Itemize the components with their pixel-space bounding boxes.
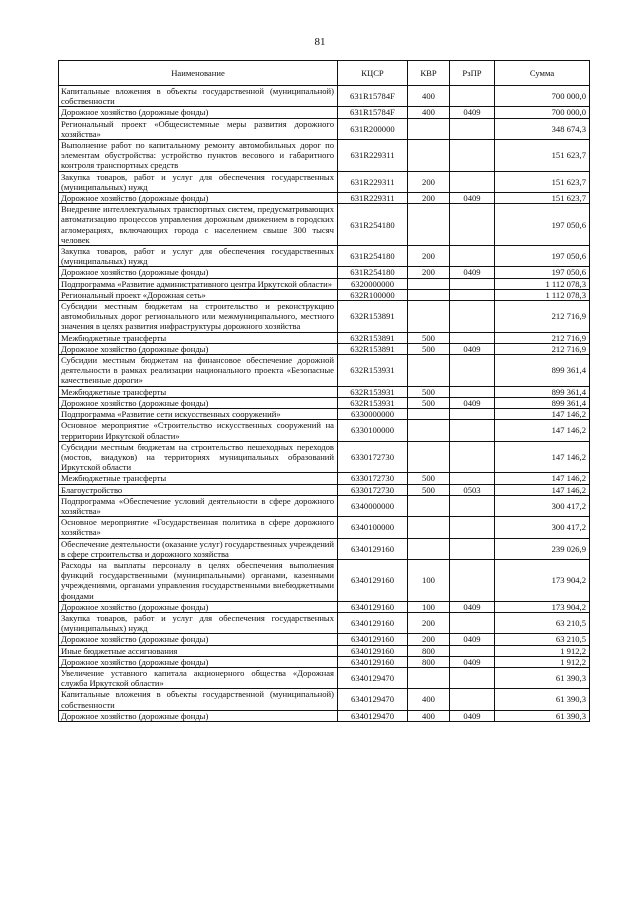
cell-name: Основное мероприятие «Государственная политика в сфере дорожного хозяйства»: [59, 517, 338, 538]
cell-kvr: [408, 118, 450, 139]
table-row: [59, 441, 590, 473]
table-row: [59, 278, 590, 289]
cell-sum: 151 623,7: [495, 140, 590, 172]
cell-kvr: 400: [408, 86, 450, 107]
cell-sum: 1 912,2: [495, 645, 590, 656]
cell-name: Внедрение интеллектуальных транспортных систем, предусматривающих автоматизацию процессов управления дорожным движением в городских агломерациях, включающих города с населением свыше 300 тысяч человек: [59, 204, 338, 246]
cell-name: Подпрограмма «Развитие сети искусственных сооружений»: [59, 409, 338, 420]
table-row: [59, 420, 590, 441]
cell-kcsr: 6340100000: [338, 517, 408, 538]
cell-sum: 63 210,5: [495, 634, 590, 645]
cell-sum: 63 210,5: [495, 612, 590, 633]
cell-name: Расходы на выплаты персоналу в целях обеспечения выполнения функций государственными (муниципальными) органами, казенными учреждениями, органами управления государственными внебюджетными фондами: [59, 559, 338, 601]
cell-sum: 197 050,6: [495, 267, 590, 278]
cell-kcsr: 631R229311: [338, 193, 408, 204]
cell-kcsr: 631R254180: [338, 246, 408, 267]
cell-kvr: 200: [408, 246, 450, 267]
cell-rzpr: 0409: [450, 267, 495, 278]
cell-rzpr: [450, 420, 495, 441]
cell-rzpr: [450, 355, 495, 387]
cell-rzpr: [450, 86, 495, 107]
cell-kcsr: 631R254180: [338, 267, 408, 278]
cell-sum: 147 146,2: [495, 473, 590, 484]
cell-rzpr: 0409: [450, 634, 495, 645]
table-row: [59, 140, 590, 172]
cell-kcsr: 631R15784F: [338, 107, 408, 118]
cell-name: Субсидии местным бюджетам на финансовое обеспечение дорожной деятельности в рамках реализации национального проекта «Безопасные качественные дороги»: [59, 355, 338, 387]
cell-name: Дорожное хозяйство (дорожные фонды): [59, 193, 338, 204]
cell-name: Обеспечение деятельности (оказание услуг) государственных учреждений в сфере строительства и дорожного хозяйства: [59, 538, 338, 559]
cell-kvr: 400: [408, 107, 450, 118]
cell-sum: 348 674,3: [495, 118, 590, 139]
cell-rzpr: [450, 559, 495, 601]
cell-sum: 173 904,2: [495, 601, 590, 612]
cell-kvr: 200: [408, 612, 450, 633]
table-row: [59, 355, 590, 387]
cell-kvr: 500: [408, 397, 450, 408]
table-row: [59, 301, 590, 333]
cell-kvr: 800: [408, 656, 450, 667]
cell-sum: 61 390,3: [495, 689, 590, 710]
cell-kcsr: 6330000000: [338, 409, 408, 420]
cell-kcsr: 6340129160: [338, 634, 408, 645]
cell-kcsr: 6340000000: [338, 495, 408, 516]
cell-kvr: 200: [408, 634, 450, 645]
table-row: [59, 634, 590, 645]
cell-rzpr: 0409: [450, 343, 495, 354]
cell-name: Региональный проект «Общесистемные меры развития дорожного хозяйства»: [59, 118, 338, 139]
cell-name: Межбюджетные трансферты: [59, 332, 338, 343]
cell-name: Увеличение уставного капитала акционерного общества «Дорожная служба Иркутской области»: [59, 667, 338, 688]
header-rzpr: РзПР: [450, 61, 495, 86]
cell-rzpr: 0409: [450, 193, 495, 204]
cell-name: Иные бюджетные ассигнования: [59, 645, 338, 656]
cell-kvr: 100: [408, 601, 450, 612]
cell-sum: 147 146,2: [495, 484, 590, 495]
table-row: [59, 289, 590, 300]
cell-sum: 212 716,9: [495, 301, 590, 333]
cell-sum: 212 716,9: [495, 343, 590, 354]
cell-rzpr: [450, 118, 495, 139]
table-row: [59, 484, 590, 495]
cell-name: Благоустройство: [59, 484, 338, 495]
table-row: [59, 107, 590, 118]
cell-rzpr: [450, 386, 495, 397]
cell-rzpr: [450, 301, 495, 333]
table-row: [59, 204, 590, 246]
cell-kcsr: 6330172730: [338, 473, 408, 484]
cell-rzpr: 0503: [450, 484, 495, 495]
cell-name: Субсидии местным бюджетам на строительство и реконструкцию автомобильных дорог регионального или межмуниципального, местного значения в целях развития инфраструктуры дорожного хозяйства: [59, 301, 338, 333]
cell-name: Межбюджетные трансферты: [59, 473, 338, 484]
cell-rzpr: [450, 278, 495, 289]
table-row: [59, 332, 590, 343]
cell-kcsr: 631R254180: [338, 204, 408, 246]
cell-kcsr: 6340129160: [338, 645, 408, 656]
cell-kvr: [408, 420, 450, 441]
cell-kcsr: 632R153891: [338, 332, 408, 343]
table-row: [59, 645, 590, 656]
cell-kcsr: 632R100000: [338, 289, 408, 300]
cell-rzpr: [450, 332, 495, 343]
cell-sum: 300 417,2: [495, 517, 590, 538]
cell-sum: 61 390,3: [495, 667, 590, 688]
cell-rzpr: [450, 204, 495, 246]
cell-name: Дорожное хозяйство (дорожные фонды): [59, 343, 338, 354]
cell-name: Дорожное хозяйство (дорожные фонды): [59, 397, 338, 408]
cell-name: Основное мероприятие «Строительство искусственных сооружений на территории Иркутской области»: [59, 420, 338, 441]
table-row: [59, 193, 590, 204]
cell-rzpr: [450, 441, 495, 473]
cell-rzpr: [450, 171, 495, 192]
cell-kvr: [408, 495, 450, 516]
cell-sum: 700 000,0: [495, 86, 590, 107]
cell-rzpr: [450, 517, 495, 538]
cell-sum: 151 623,7: [495, 171, 590, 192]
cell-rzpr: [450, 246, 495, 267]
cell-kvr: 800: [408, 645, 450, 656]
cell-kvr: [408, 409, 450, 420]
cell-kvr: 200: [408, 267, 450, 278]
cell-rzpr: [450, 667, 495, 688]
cell-name: Выполнение работ по капитальному ремонту автомобильных дорог по элементам обустройства: устройство пунктов весового и габаритного контроля транспортных средств: [59, 140, 338, 172]
cell-name: Закупка товаров, работ и услуг для обеспечения государственных (муниципальных) нужд: [59, 612, 338, 633]
cell-rzpr: 0409: [450, 656, 495, 667]
table-row: [59, 710, 590, 721]
header-kcsr: КЦСР: [338, 61, 408, 86]
cell-name: Дорожное хозяйство (дорожные фонды): [59, 601, 338, 612]
table-row: [59, 246, 590, 267]
cell-kvr: [408, 301, 450, 333]
cell-rzpr: 0409: [450, 107, 495, 118]
cell-sum: 151 623,7: [495, 193, 590, 204]
cell-kvr: [408, 289, 450, 300]
cell-kvr: [408, 204, 450, 246]
cell-rzpr: [450, 473, 495, 484]
table-row: [59, 667, 590, 688]
cell-kvr: 500: [408, 343, 450, 354]
cell-rzpr: [450, 645, 495, 656]
cell-rzpr: [450, 538, 495, 559]
table-row: [59, 473, 590, 484]
cell-kcsr: 6340129160: [338, 538, 408, 559]
cell-kvr: [408, 278, 450, 289]
cell-kcsr: 632R153931: [338, 386, 408, 397]
cell-name: Закупка товаров, работ и услуг для обеспечения государственных (муниципальных) нужд: [59, 246, 338, 267]
cell-kvr: [408, 355, 450, 387]
cell-kcsr: 632R153931: [338, 397, 408, 408]
cell-sum: 212 716,9: [495, 332, 590, 343]
table-row: [59, 386, 590, 397]
cell-sum: 1 912,2: [495, 656, 590, 667]
table-header-row: [59, 61, 590, 86]
cell-name: Дорожное хозяйство (дорожные фонды): [59, 634, 338, 645]
cell-kvr: [408, 517, 450, 538]
cell-kvr: 200: [408, 171, 450, 192]
cell-kcsr: 631R200000: [338, 118, 408, 139]
cell-name: Капитальные вложения в объекты государственной (муниципальной) собственности: [59, 86, 338, 107]
cell-rzpr: [450, 289, 495, 300]
budget-table: [58, 60, 590, 722]
cell-sum: 899 361,4: [495, 386, 590, 397]
cell-sum: 61 390,3: [495, 710, 590, 721]
cell-kvr: 500: [408, 386, 450, 397]
table-row: [59, 601, 590, 612]
cell-rzpr: 0409: [450, 397, 495, 408]
cell-name: Капитальные вложения в объекты государственной (муниципальной) собственности: [59, 689, 338, 710]
cell-sum: 197 050,6: [495, 204, 590, 246]
cell-sum: 239 026,9: [495, 538, 590, 559]
cell-rzpr: [450, 140, 495, 172]
cell-rzpr: 0409: [450, 710, 495, 721]
table-row: [59, 656, 590, 667]
cell-kvr: [408, 538, 450, 559]
page-number: 81: [314, 36, 326, 48]
cell-sum: 173 904,2: [495, 559, 590, 601]
cell-kvr: 400: [408, 710, 450, 721]
cell-kcsr: 632R153891: [338, 343, 408, 354]
cell-kvr: 400: [408, 689, 450, 710]
cell-kcsr: 6340129160: [338, 656, 408, 667]
cell-name: Межбюджетные трансферты: [59, 386, 338, 397]
table-row: [59, 612, 590, 633]
table-row: [59, 495, 590, 516]
cell-sum: 899 361,4: [495, 397, 590, 408]
cell-name: Подпрограмма «Обеспечение условий деятельности в сфере дорожного хозяйства»: [59, 495, 338, 516]
cell-kcsr: 6340129160: [338, 612, 408, 633]
cell-rzpr: [450, 612, 495, 633]
cell-kcsr: 632R153891: [338, 301, 408, 333]
cell-kcsr: 6320000000: [338, 278, 408, 289]
cell-sum: 899 361,4: [495, 355, 590, 387]
cell-rzpr: [450, 495, 495, 516]
cell-kcsr: 6340129160: [338, 601, 408, 612]
cell-kcsr: 6340129160: [338, 559, 408, 601]
cell-kvr: [408, 140, 450, 172]
cell-kcsr: 6340129470: [338, 689, 408, 710]
table-row: [59, 86, 590, 107]
cell-name: Дорожное хозяйство (дорожные фонды): [59, 710, 338, 721]
cell-sum: 147 146,2: [495, 441, 590, 473]
cell-sum: 1 112 078,3: [495, 289, 590, 300]
cell-kvr: 100: [408, 559, 450, 601]
cell-kvr: [408, 441, 450, 473]
cell-kcsr: 631R15784F: [338, 86, 408, 107]
table-row: [59, 171, 590, 192]
cell-name: Дорожное хозяйство (дорожные фонды): [59, 107, 338, 118]
cell-kvr: 500: [408, 484, 450, 495]
cell-name: Закупка товаров, работ и услуг для обеспечения государственных (муниципальных) нужд: [59, 171, 338, 192]
cell-sum: 700 000,0: [495, 107, 590, 118]
cell-kcsr: 6340129470: [338, 667, 408, 688]
table-row: [59, 559, 590, 601]
cell-rzpr: [450, 409, 495, 420]
table-row: [59, 409, 590, 420]
cell-kcsr: 6340129470: [338, 710, 408, 721]
table-row: [59, 517, 590, 538]
table-row: [59, 397, 590, 408]
cell-name: Дорожное хозяйство (дорожные фонды): [59, 656, 338, 667]
cell-sum: 197 050,6: [495, 246, 590, 267]
table-body: [59, 86, 590, 722]
cell-rzpr: [450, 689, 495, 710]
cell-kvr: [408, 667, 450, 688]
cell-sum: 147 146,2: [495, 420, 590, 441]
cell-kcsr: 6330172730: [338, 484, 408, 495]
table-row: [59, 118, 590, 139]
cell-kcsr: 632R153931: [338, 355, 408, 387]
cell-name: Региональный проект «Дорожная сеть»: [59, 289, 338, 300]
cell-kcsr: 631R229311: [338, 140, 408, 172]
cell-name: Дорожное хозяйство (дорожные фонды): [59, 267, 338, 278]
cell-name: Подпрограмма «Развитие административного центра Иркутской области»: [59, 278, 338, 289]
header-name: Наименование: [59, 61, 338, 86]
cell-rzpr: 0409: [450, 601, 495, 612]
cell-name: Субсидии местным бюджетам на строительство пешеходных переходов (мостов, виадуков) на территориях муниципальных образований Иркутской области: [59, 441, 338, 473]
cell-sum: 1 112 078,3: [495, 278, 590, 289]
cell-kvr: 500: [408, 332, 450, 343]
header-sum: Сумма: [495, 61, 590, 86]
table-row: [59, 538, 590, 559]
cell-kvr: 200: [408, 193, 450, 204]
cell-kcsr: 6330100000: [338, 420, 408, 441]
table-row: [59, 689, 590, 710]
table-row: [59, 267, 590, 278]
table-row: [59, 343, 590, 354]
cell-kcsr: 631R229311: [338, 171, 408, 192]
cell-sum: 147 146,2: [495, 409, 590, 420]
cell-sum: 300 417,2: [495, 495, 590, 516]
cell-kcsr: 6330172730: [338, 441, 408, 473]
header-kvr: КВР: [408, 61, 450, 86]
cell-kvr: 500: [408, 473, 450, 484]
